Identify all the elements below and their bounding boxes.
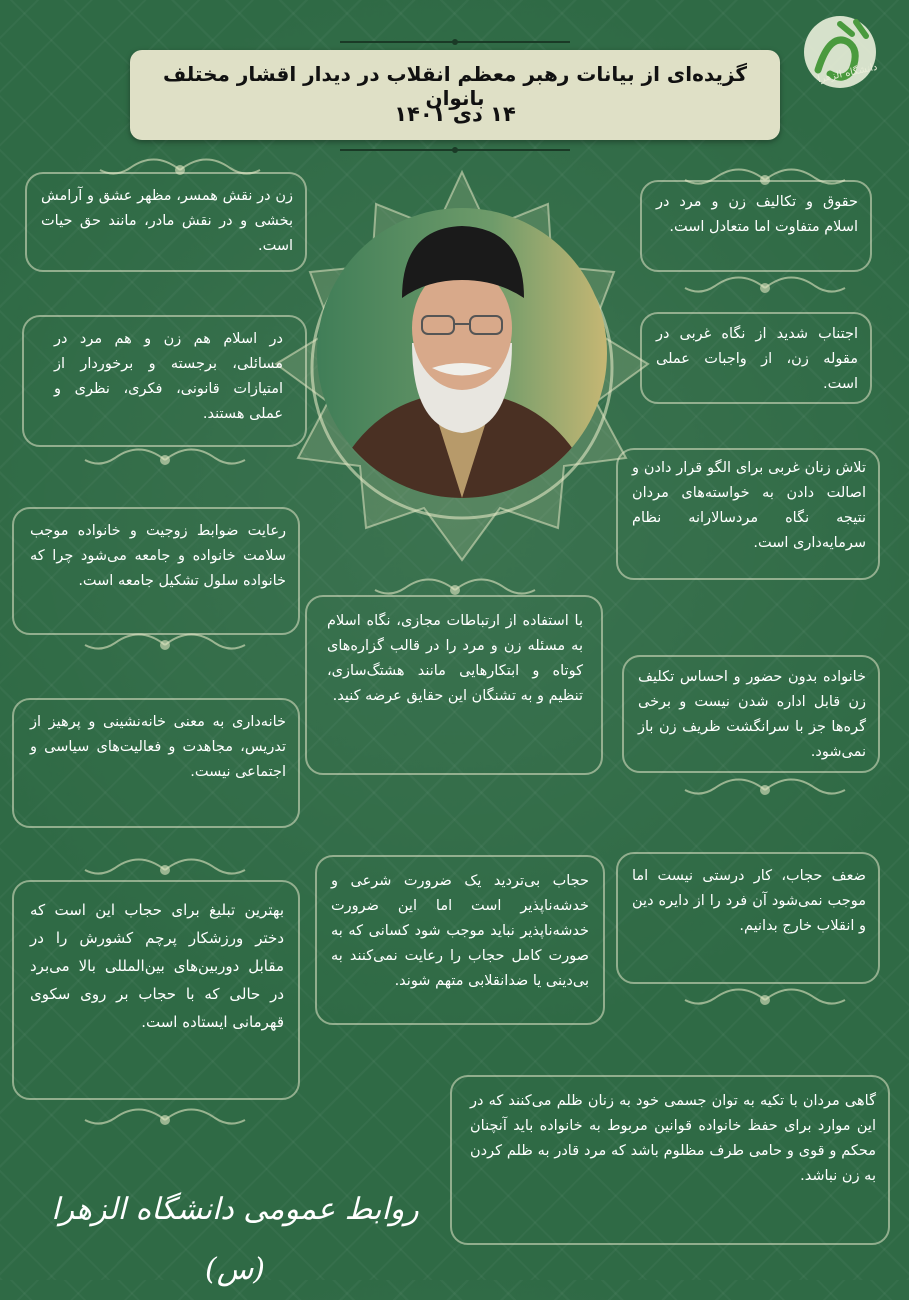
quote-text: حقوق و تکالیف زن و مرد در اسلام متفاوت اما متعادل است. xyxy=(656,194,858,235)
alzahra-university-logo-icon xyxy=(800,12,895,102)
flourish-ornament xyxy=(680,770,850,810)
quote-card xyxy=(305,595,603,775)
quote-text: اجتناب شدید از نگاه غربی در مقوله زن، از واجبات عملی است. xyxy=(656,326,858,392)
quote-card xyxy=(12,880,300,1100)
page-date: ۱۴ دی ۱۴۰۱ xyxy=(394,102,516,126)
flourish-ornament xyxy=(680,980,850,1020)
quote-card xyxy=(616,852,880,984)
logo-text: دانشگاه الزهرا xyxy=(816,61,879,86)
quote-card xyxy=(12,698,300,828)
quote-card xyxy=(25,172,307,272)
quote-card xyxy=(622,655,880,773)
quote-card xyxy=(616,448,880,580)
quote-text: با استفاده از ارتباطات مجازی، نگاه اسلام به مسئله زن و مرد را در قالب گزاره‌های کوتاه و ابتکارهایی مانند هشتگ‌سازی، تنظیم و به تشنگان این حقایق عرضه کنید. xyxy=(327,613,583,704)
quote-text: بهترین تبلیغ برای حجاب این است که دختر ورزشکار پرچم کشورش را در مقابل دوربین‌های بین‌المللی بالا می‌برد در حالی که با حجاب بر روی سکوی قهرمانی ایستاده است. xyxy=(30,901,284,1031)
quote-text: خانه‌داری به معنی خانه‌نشینی و پرهیز از تدریس، مجاهدت و فعالیت‌های سیاسی و اجتماعی نیست. xyxy=(30,714,286,780)
title-box xyxy=(130,50,780,140)
university-logo xyxy=(800,12,895,102)
quote-text: در اسلام هم زن و هم مرد در مسائلی، برجسته و برخوردار از امتیازات قانونی، فکری، نظری و عملی هستند. xyxy=(54,331,283,422)
quote-card xyxy=(12,507,300,635)
footer-signature: روابط عمومی دانشگاه الزهرا (س) xyxy=(51,1192,419,1287)
quote-text: ضعف حجاب، کار درستی نیست اما موجب نمی‌شود آن فرد را از دایره دین و انقلاب خارج بدانیم. xyxy=(632,868,866,934)
quote-card xyxy=(315,855,605,1025)
flourish-ornament xyxy=(80,1100,250,1140)
portrait-frame xyxy=(262,168,662,568)
quote-text: خانواده بدون حضور و احساس تکلیف زن قابل اداره شدن نیست و برخی گره‌ها جز با سرانگشت ظریف زن باز نمی‌شود. xyxy=(638,669,866,760)
star-frame-ornament xyxy=(262,168,662,568)
quote-card xyxy=(450,1075,890,1245)
quote-card xyxy=(22,315,307,447)
ornament-line-bottom xyxy=(340,146,570,154)
flourish-ornament xyxy=(680,268,850,308)
quote-text: رعایت ضوابط زوجیت و خانواده موجب سلامت خانواده و جامعه می‌شود چرا که خانواده سلول تشکیل جامعه است. xyxy=(30,523,286,589)
ornament-line-top xyxy=(340,38,570,46)
quote-text: زن در نقش همسر، مظهر عشق و آرامش بخشی و در نقش مادر، مانند حق حیات است. xyxy=(41,188,293,254)
quote-text: حجاب بی‌تردید یک ضرورت شرعی و خدشه‌ناپذیر است اما این ضرورت خدشه‌ناپذیر نباید موجب شود کسانی که به صورت کامل حجاب را رعایت نمی‌کنند به بی‌دینی یا ضدانقلابی متهم شوند. xyxy=(331,873,589,989)
quote-card xyxy=(640,312,872,404)
page-title: گزیده‌ای از بیانات رهبر معظم انقلاب در دیدار اقشار مختلف بانوان xyxy=(162,62,748,110)
quote-card xyxy=(640,180,872,272)
quote-text: تلاش زنان غربی برای الگو قرار دادن و اصالت دادن به خواسته‌های مردان نتیجه نگاه مردسالارانه نظام سرمایه‌داری است. xyxy=(632,460,866,551)
quote-text: گاهی مردان با تکیه به توان جسمی خود به زنان ظلم می‌کنند که در این موارد برای حفظ خانواده قوانین مربوط به خانواده باید آنچنان محکم و قوی و حامی طرف مظلوم باشد که مرد قادر به ظلم کردن به زن نباشد. xyxy=(470,1093,876,1184)
